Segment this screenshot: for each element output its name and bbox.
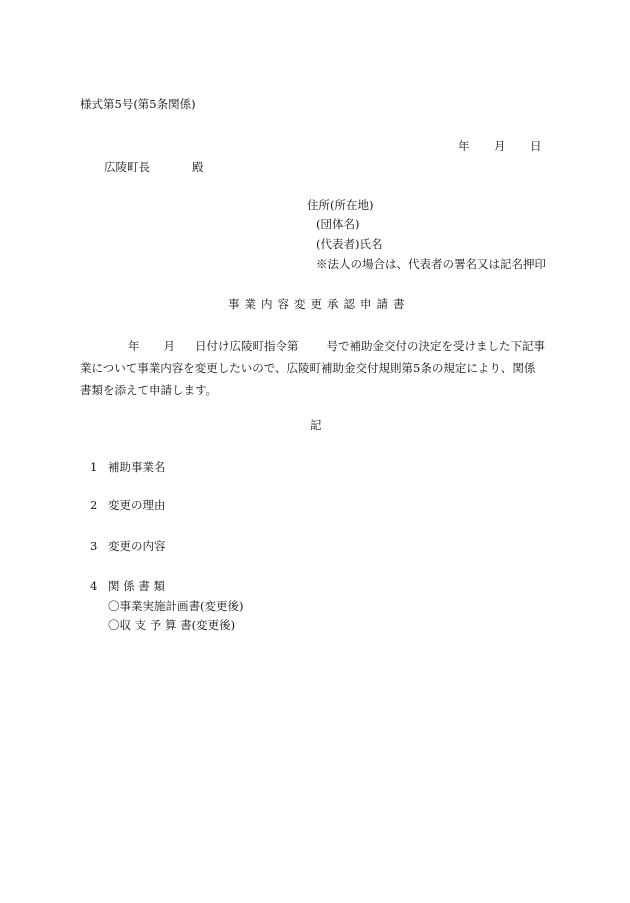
item-number: 2: [90, 498, 98, 512]
addressee-title: 広陵町長: [104, 160, 150, 174]
representative-label: (代表者)氏名: [316, 237, 383, 251]
item-label-related-documents: 関 係 書 類: [108, 579, 165, 593]
application-body: [80, 335, 552, 401]
date-day-label: 日: [530, 139, 542, 153]
address-label: 住所(所在地): [307, 198, 374, 212]
item-number: 4: [90, 579, 98, 593]
document-list-item: 〇収 支 予 算 書(変更後): [108, 618, 236, 632]
document-title: 事業内容変更承認申請書: [228, 297, 410, 311]
form-number: 様式第5号(第5条関係): [80, 97, 196, 111]
addressee-honorific: 殿: [192, 160, 204, 174]
body-line-2: 業について事業内容を変更したいので、広陵町補助金交付規則第5条の規定により、関係: [80, 361, 536, 375]
group-name-label: (団体名): [316, 217, 360, 231]
body-line-3: 書類を添えて申請します。: [80, 383, 218, 397]
body-line1-tail: 号で補助金交付の決定を受けました下記事: [326, 339, 545, 353]
body-month: 月: [163, 339, 175, 353]
document-list-item: 〇事業実施計画書(変更後): [108, 599, 244, 613]
item-label-change-reason: 変更の理由: [108, 498, 166, 512]
item-label-change-content: 変更の内容: [108, 539, 166, 553]
item-number: 1: [90, 460, 98, 474]
body-year: 年: [128, 339, 140, 353]
item-number: 3: [90, 539, 98, 553]
item-label-project-name: 補助事業名: [108, 460, 166, 474]
body-line1-text: 日付け広陵町指令第: [195, 339, 299, 353]
body-line-1: [80, 335, 552, 357]
date-month-label: 月: [494, 139, 506, 153]
date-year-label: 年: [458, 139, 470, 153]
corporate-note: ※法人の場合は、代表者の署名又は記名押印: [316, 257, 546, 271]
ki-heading: 記: [310, 418, 322, 432]
